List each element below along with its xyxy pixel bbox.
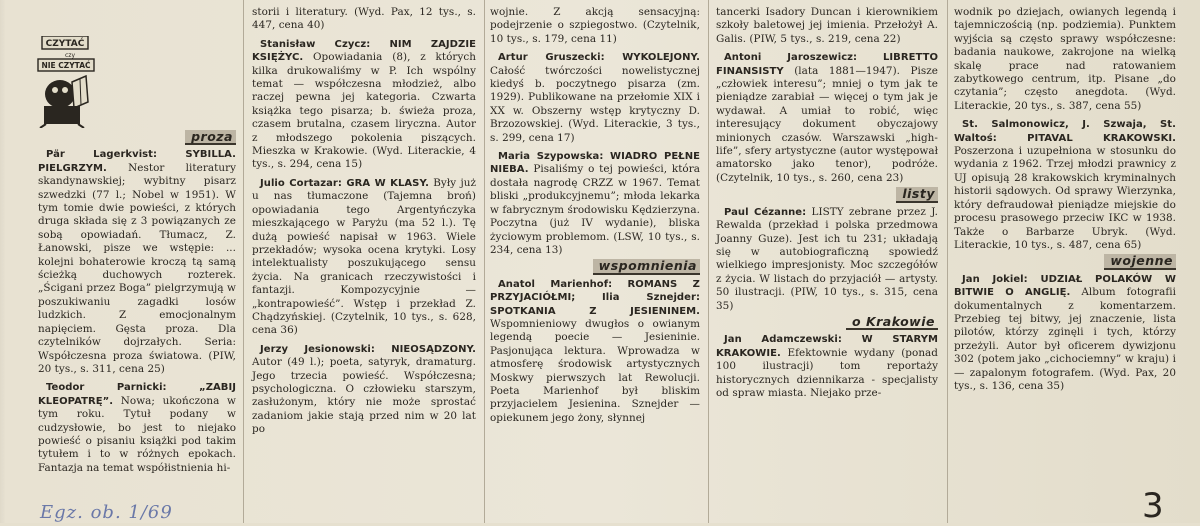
- logo-line3: NIE CZYTAĆ: [41, 61, 91, 70]
- article-heading: Paul Cézanne:: [724, 206, 807, 218]
- rubric-o-krakowie: [716, 315, 938, 330]
- rubric-label: listy: [896, 187, 938, 202]
- article-text: Były już u nas tłumaczone (Tajemna broń) opowiadania tego Argentyńczyka mieszkającego w Paryżu (ma 52 l.). Tę dużą powieść napisał w 1963. Wiele przekładów; wysoka ocena krytyki. Losy intelektualisty poszukującego sensu życia. Na granicach rzeczywistości i fantazji. Kompozycyjnie — „kontrapowieść”. Wstęp i przekład Z. Chądzyńskiej. (Czytelnik, 10 tys., s. 628, cena 36): [252, 176, 477, 337]
- column-rule: [243, 0, 244, 523]
- rubric-label: o Krakowie: [846, 315, 938, 330]
- article-heading: Stanisław Czycz: NIM ZAJDZIE KSIĘŻYC.: [252, 38, 476, 64]
- article-gruszecki: [490, 51, 700, 145]
- rubric-label: proza: [185, 130, 236, 145]
- article-text: Wspomnieniowy dwugłos o owianym legendą poecie — Jesieninie. Pasjonująca lektura. Wprowadza w atmosferę środowisk artystycznych Moskwy pierwszych lat Rewolucji. Poeta Marienhof był bliskim przyjacielem Jesienina. Sznejder — opiekunem jego żony, słynnej: [490, 317, 700, 424]
- column-rule: [947, 0, 948, 523]
- article-cezanne: [716, 206, 938, 313]
- article-heading: Antoni Jaroszewicz: LIBRETTO FINANSISTY: [716, 52, 938, 77]
- article-text: (lata 1881—1947). Pisze „człowiek interesu”; mniej o tym jak te pieniądze zarabiał — więcej o tym jak je wydawał. A umiał to robić, więc interesujący dokument obyczajowy minionych czasów. Warszawski „high-life”, sfery artystyczne (autor występował amatorsko jako tenor), podróże. (Czytelnik, 10 tys., s. 260, cena 23): [716, 64, 938, 184]
- article-continuation: tancerki Isadory Duncan i kierownikiem szkoły baletowej jej imienia. Przełożył A. Galis. (PIW, 5 tys., s. 219, cena 22): [716, 6, 938, 45]
- article-jesionowski: [252, 343, 476, 437]
- reader-illustration-icon: [36, 36, 102, 128]
- article-jokiel: [954, 273, 1176, 394]
- article-heading: Jerzy Jesionowski: NIEOSĄDZONY.: [260, 343, 476, 355]
- article-parnicki: [38, 381, 236, 475]
- article-heading: Maria Szypowska: WIADRO PEŁNE NIEBA.: [490, 151, 700, 176]
- page-edge-shadow: [0, 0, 6, 523]
- article-text: Nestor literatury skandynawskiej; wybitny pisarz szwedzki (77 l.; Nobel w 1951). W tym tomie dwie powieści, z których druga składa się z 3 powiązanych ze sobą opowiadań. Tłumacz, Z. Łanowski, pisze we wstępie: ... kolejni bohaterowie kroczą tą samą ścieżką duchowych rozterek. „Ścigani przez Boga” pielgrzymują w poszukiwaniu zagadki losów ludzkich. Z emocjonalnym napięciem. Gęsta proza. Dla czytelników dojrzałych. Seria: Współczesna proza światowa. (PIW, 20 tys., s. 311, cena 25): [38, 161, 237, 375]
- article-text: Autor (49 l.); poeta, satyryk, dramaturg. Jego trzecia powieść. Współczesna; psychologiczna. O człowieku starszym, zasłużonym, który nie może sprostać zadaniom jakie stają przed nim w 20 lat po: [252, 356, 476, 436]
- article-text: Poszerzona i uzupełniona w stosunku do wydania z 1962. Trzej młodzi prawnicy z UJ opisują 28 krakowskich kryminalnych historii sądowych. Od sprawy Wierzynka, który defraudował pieniądze miejskie do procesu prasowego przeciw IKC w 1938. Także o Barbarze Ubryk. (Wyd. Literackie, 10 tys., s. 487, cena 65): [954, 145, 1176, 251]
- logo-line2: czy: [65, 52, 75, 59]
- article-heading: Pär Lagerkvist: SYBILLA. PIELGRZYM.: [38, 149, 236, 174]
- article-adamczewski: [716, 333, 938, 400]
- article-text: Nowa; ukończona w tym roku. Tytuł podany w cudzysłowie, bo jest to niejako powieść o pisaniu książki pod takim tytułem i to w różnych epokach. Fantazja na temat współistnienia hi-: [38, 394, 236, 474]
- column-rule: [708, 0, 709, 523]
- rubric-wspomnienia: [490, 259, 700, 274]
- article-text: Album fotografii dokumentalnych z komentarzem. Przebieg tej bitwy, jej znaczenie, lista pilotów, którzy zginęli i tych, którzy przeżyli. Autor był oficerem dywizjonu 302 (potem jako „cichociemny” w kraju) i — zapalonym fotografem. (Wyd. Pax, 20 tys., s. 136, cena 35): [954, 286, 1176, 392]
- article-continuation: storii i literatury. (Wyd. Pax, 12 tys., s. 447, cena 40): [252, 6, 476, 32]
- column-1: [38, 128, 236, 475]
- rubric-label: wspomnienia: [593, 259, 700, 274]
- column-rule: [484, 0, 485, 523]
- article-heading: Jan Jokiel: UDZIAŁ POLAKÓW W BITWIE O ANGLIĘ.: [954, 273, 1176, 299]
- rubric-label: wojenne: [1104, 254, 1176, 269]
- article-heading: Teodor Parnicki: „ZABIJ KLEOPATRĘ”.: [38, 382, 236, 407]
- page-number: 3: [1142, 486, 1164, 526]
- article-continuation: wodnik po dziejach, owianych legendą i tajemniczością (np. podziemia). Punktem wyjścia są często sprawy współczesne: badania naukowe, zakrojone na wielką skalę prace nad ratowaniem zabytkowego centrum, itp. Pisane „do czytania”; często anegdota. (Wyd. Literackie, 20 tys., s. 387, cena 55): [954, 6, 1176, 112]
- article-szypowska: [490, 150, 700, 257]
- rubric-listy: [716, 187, 938, 202]
- article-pitaval: [954, 118, 1176, 252]
- article-text: Opowiadania (8), z których kilka drukowaliśmy w P. Ich wspólny temat — współczesna młodzież, albo raczej pewna jej kategoria. Czwarta książka tego pisarza; b. świeża proza, czasem brutalna, czasem liryczna. Autor z młodszego pokolenia piszących. Mieszka w Krakowie. (Wyd. Literackie, 4 tys., s. 294, cena 15): [252, 51, 476, 171]
- column-3: [490, 6, 700, 425]
- article-text: LISTY zebrane przez J. Rewalda (przekład i polska przedmowa Joanny Guze). Jest ich tu 231; układają się w autobiograficzną spowiedź wielkiego impresjonisty. Moc szczegółów z życia. W listach do przyjaciół — artysty. 50 ilustracji. (PIW, 10 tys., s. 315, cena 35): [716, 205, 938, 312]
- article-lagerkvist: [38, 148, 236, 376]
- article-heading: Artur Gruszecki: WYKOLEJONY.: [498, 52, 700, 64]
- article-marienhof: [490, 278, 700, 425]
- article-heading: Julio Cortazar: GRA W KLASY.: [260, 177, 429, 189]
- article-heading: Jan Adamczewski: W STARYM KRAKOWIE.: [716, 334, 938, 359]
- czytac-logo: [36, 36, 102, 128]
- article-czycz: [252, 38, 476, 172]
- article-cortazar: [252, 177, 476, 338]
- column-5: [954, 6, 1176, 393]
- handwritten-archive-note: Egz. ob. 1/69: [40, 502, 173, 523]
- column-4: [716, 6, 938, 400]
- article-continuation: wojnie. Z akcją sensacyjną: podejrzenie o szpiegostwo. (Czytelnik, 10 tys., s. 179, cena 11): [490, 6, 700, 45]
- rubric-wojenne: [954, 254, 1176, 269]
- article-jaroszewicz: [716, 51, 938, 185]
- article-text: Efektownie wydany (ponad 100 ilustracji) tom reportaży historycznych dziennikarza - specjalisty od spraw miasta. Niejako prze-: [716, 346, 939, 399]
- logo-line1: CZYTAĆ: [45, 39, 85, 49]
- article-text: Całość twórczości nowelistycznej kiedyś b. poczytnego pisarza (zm. 1929). Publikowane na przełomie XIX i XX w. Obszerny wstęp krytyczny D. Brzozowskiej. (Wyd. Literackie, 3 tys., s. 299, cena 17): [490, 64, 700, 144]
- article-heading: Anatol Marienhof: ROMANS Z PRZYJACIÓŁMI; Ilia Sznejder: SPOTKANIA Z JESIENINEM.: [490, 278, 700, 317]
- article-heading: St. Salmonowicz, J. Szwaja, St. Waltoś: PITAVAL KRAKOWSKI.: [954, 119, 1176, 144]
- column-2: [252, 6, 476, 437]
- article-text: Pisaliśmy o tej powieści, która dostała nagrodę CRZZ w 1967. Temat bliski „produkcyjnemu”; młoda lekarka w fabrycznym środowisku Kędzierzyna. Poczytna (już IV wydanie), bliska życiowym problemom. (LSW, 10 tys., s. 234, cena 13): [490, 163, 700, 256]
- rubric-proza: [38, 130, 236, 145]
